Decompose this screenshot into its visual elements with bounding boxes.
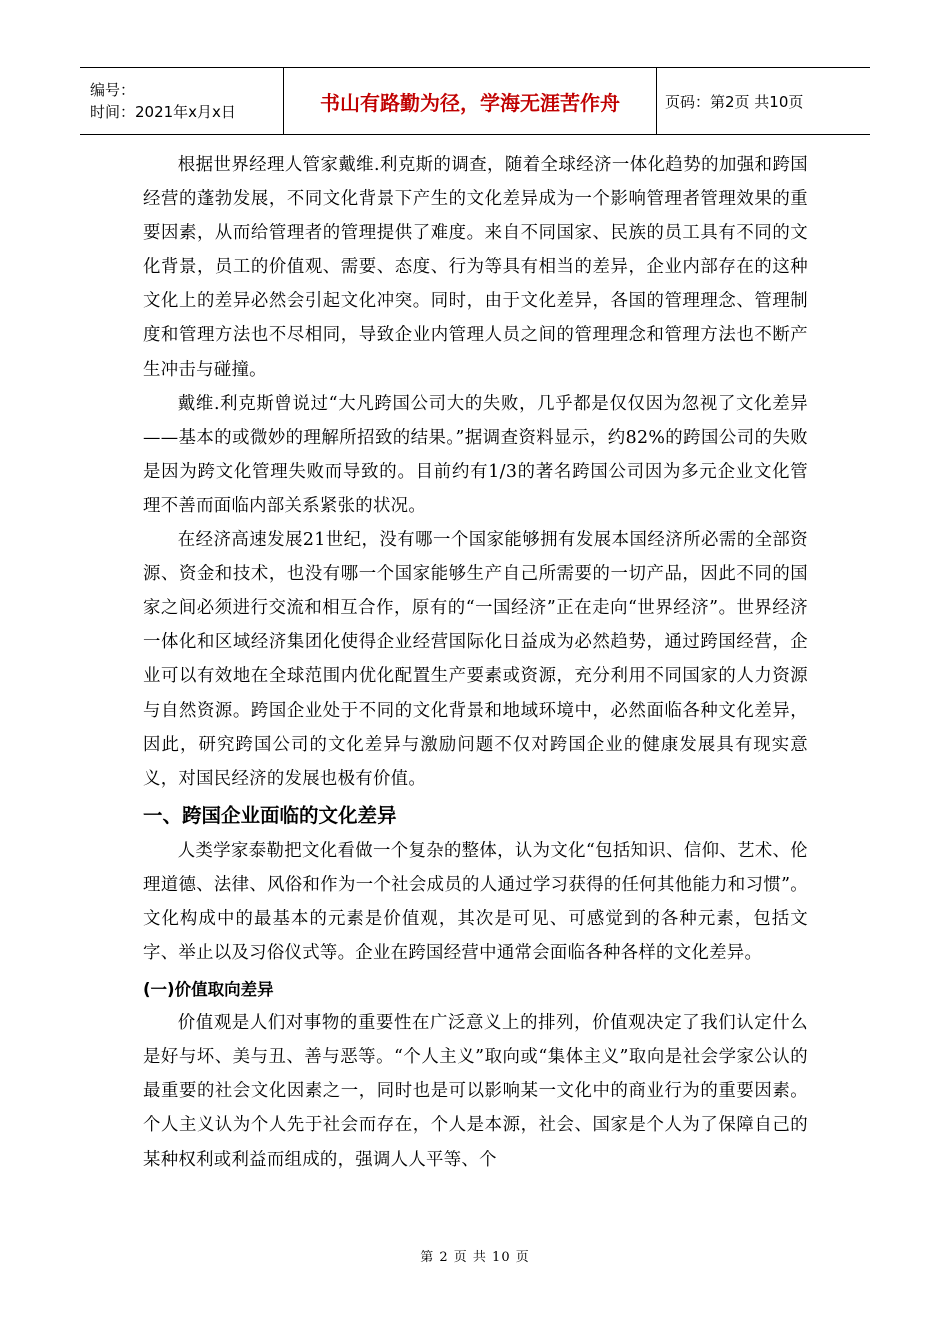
document-body bbox=[143, 148, 808, 1177]
time-label: 时间：2021年x月x日 bbox=[90, 103, 236, 121]
paragraph-3: 在经济高速发展21世纪，没有哪一个国家能够拥有发展本国经济所必需的全部资源、资金和技术，也没有哪一个国家能够生产自己所需要的一切产品，因此不同的国家之间必须进行交流和相互合作，原有的“一国经济”正在走向“世界经济”。世界经济一体化和区域经济集团化使得企业经营国际化日益成为必然趋势，通过跨国经营，企业可以有效地在全球范围内优化配置生产要素或资源，充分利用不同国家的人力资源与自然资源。跨国企业处于不同的文化背景和地域环境中，必然面临各种文化差异，因此，研究跨国公司的文化差异与激励问题不仅对跨国企业的健康发展具有现实意义，对国民经济的发展也极有价值。 bbox=[143, 530, 808, 789]
header-motto: 书山有路勤为径，学海无涯苦作舟 bbox=[283, 68, 657, 134]
paragraph-1: 根据世界经理人管家戴维.利克斯的调查，随着全球经济一体化趋势的加强和跨国经营的蓬勃发展，不同文化背景下产生的文化差异成为一个影响管理者管理效果的重要因素，从而给管理者的管理提供了难度。来自不同国家、民族的员工具有不同的文化背景，员工的价值观、需要、态度、行为等具有相当的差异，企业内部存在的这种文化上的差异必然会引起文化冲突。同时，由于文化差异，各国的管理理念、管理制度和管理方法也不尽相同，导致企业内管理人员之间的管理理念和管理方法也不断产生冲击与碰撞。 bbox=[143, 155, 808, 380]
page-footer: 第 2 页 共 10 页 bbox=[420, 1250, 530, 1265]
serial-label: 编号： bbox=[90, 81, 136, 99]
paragraph-2: 戴维.利克斯曾说过“大凡跨国公司大的失败，几乎都是仅仅因为忽视了文化差异——基本的或微妙的理解所招致的结果。”据调查资料显示，约82%的跨国公司的失败是因为跨文化管理失败而导致的。目前约有1/3的著名跨国公司因为多元企业文化管理不善而面临内部关系紧张的状况。 bbox=[143, 393, 808, 516]
paragraph-4: 人类学家泰勒把文化看做一个复杂的整体，认为文化“包括知识、信仰、艺术、伦理道德、法律、风俗和作为一个社会成员的人通过学习获得的任何其他能力和习惯”。文化构成中的最基本的元素是价值观，其次是可见、可感觉到的各种元素，包括文字、举止以及习俗仪式等。企业在跨国经营中通常会面临各种各样的文化差异。 bbox=[143, 840, 808, 964]
section-heading-1: 一、跨国企业面临的文化差异 bbox=[143, 803, 397, 827]
header-meta bbox=[80, 68, 283, 134]
document-header bbox=[80, 67, 870, 135]
paragraph-5: 价值观是人们对事物的重要性在广泛意义上的排列，价值观决定了我们认定什么是好与坏、美与丑、善与恶等。“个人主义”取向或“集体主义”取向是社会学家公认的最重要的社会文化因素之一，同时也是可以影响某一文化中的商业行为的重要因素。个人主义认为个人先于社会而存在，个人是本源，社会、国家是个人为了保障自己的某种权利或利益而组成的，强调人人平等、个 bbox=[143, 1013, 808, 1170]
subsection-heading-1: (一)价值取向差异 bbox=[143, 980, 274, 1000]
header-page-info: 页码：第2页 共10页 bbox=[665, 92, 804, 111]
